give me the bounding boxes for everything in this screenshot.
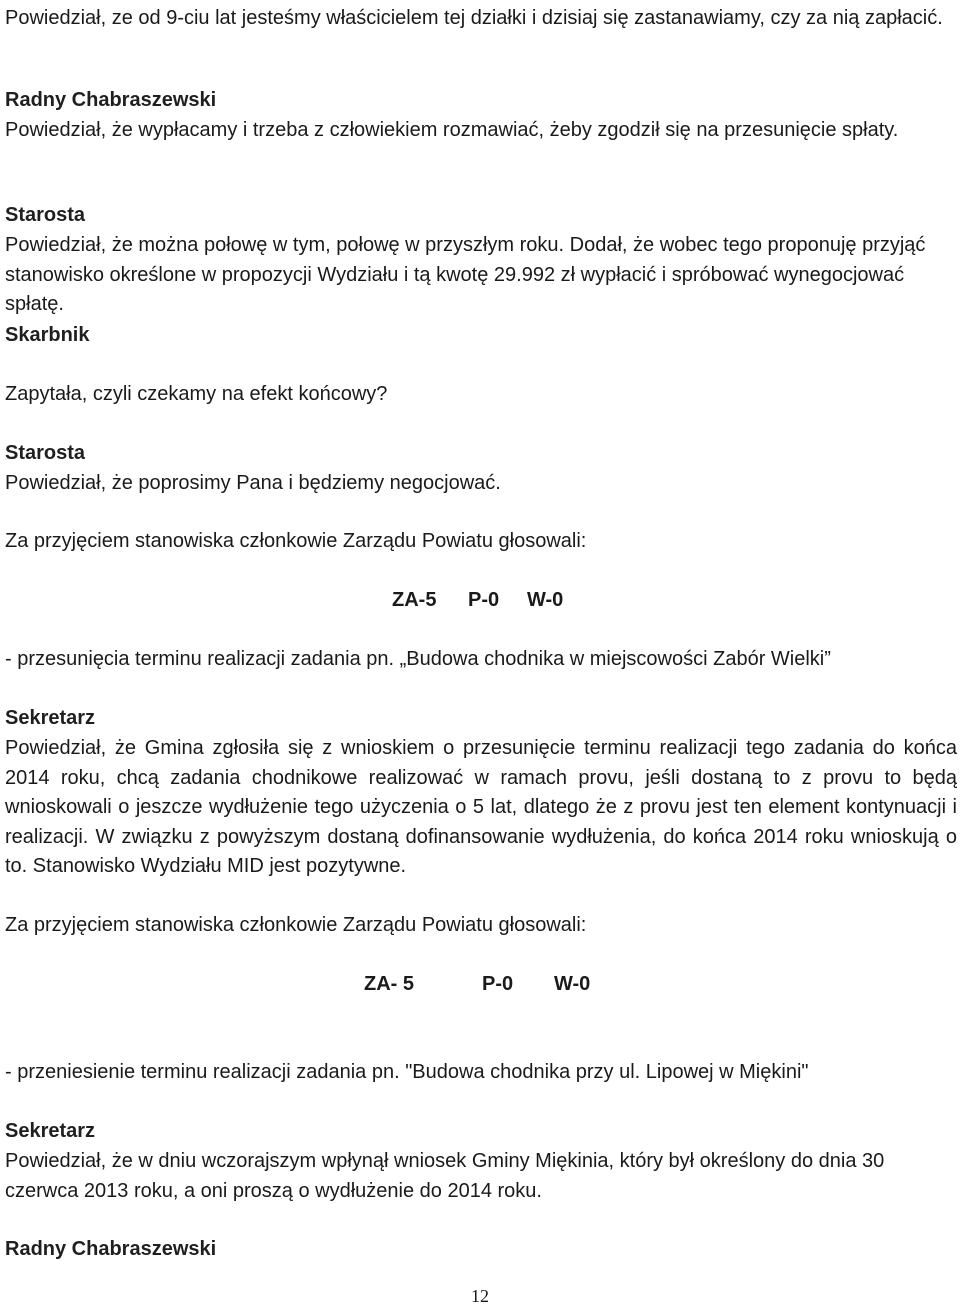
vote-abstain: W-0	[527, 589, 564, 611]
paragraph: Powiedział, że w dniu wczorajszym wpłynął wniosek Gminy Miękinia, który był określony do dnia 30 czerwca 2013 roku, a oni proszą o wydłużenie do 2014 roku.	[5, 1150, 885, 1202]
speaker-name: Sekretarz	[5, 707, 96, 729]
speaker-name: Radny Chabraszewski	[5, 1238, 217, 1260]
speaker-name: Starosta	[5, 442, 86, 464]
vote-for: ZA- 5	[364, 973, 414, 995]
paragraph: Powiedział, ze od 9-ciu lat jesteśmy właścicielem tej działki i dzisiaj się zastanawiamy, czy za nią zapłacić.	[5, 7, 943, 29]
speaker-name: Starosta	[5, 204, 86, 226]
vote-intro: Za przyjęciem stanowiska członkowie Zarządu Powiatu głosowali:	[5, 530, 587, 552]
speaker-name: Radny Chabraszewski	[5, 89, 217, 111]
speaker-name: Sekretarz	[5, 1120, 96, 1142]
page-number: 12	[471, 1286, 489, 1306]
paragraph: Powiedział, że Gmina zgłosiła się z wnioskiem o przesunięcie terminu realizacji tego zadania do końca 2014 roku, chcą zadania chodnikowe realizować w ramach provu, jeśli dostaną to z provu to będą wnioskowali o jeszcze wydłużenie tego użyczenia o 5 lat, dlatego że z provu jest ten element kontynuacji i realizacji. W związku z powyższym dostaną dofinansowanie wydłużenia, do końca 2014 roku wnioskują o to. Stanowisko Wydziału MID jest pozytywne.	[5, 737, 957, 877]
vote-against: P-0	[482, 973, 514, 995]
paragraph: Zapytała, czyli czekamy na efekt końcowy?	[5, 383, 388, 405]
vote-against: P-0	[468, 589, 500, 611]
vote-for: ZA-5	[392, 589, 437, 611]
vote-intro: Za przyjęciem stanowiska członkowie Zarządu Powiatu głosowali:	[5, 914, 587, 936]
agenda-item: - przesunięcia terminu realizacji zadania pn. „Budowa chodnika w miejscowości Zabór Wielki”	[5, 648, 831, 670]
paragraph: Powiedział, że wypłacamy i trzeba z człowiekiem rozmawiać, żeby zgodził się na przesunięcie spłaty.	[5, 119, 899, 141]
speaker-name: Skarbnik	[5, 324, 90, 346]
paragraph: Powiedział, że poprosimy Pana i będziemy negocjować.	[5, 472, 501, 494]
vote-abstain: W-0	[554, 973, 591, 995]
paragraph: Powiedział, że można połowę w tym, połowę w przyszłym roku. Dodał, że wobec tego proponuję przyjąć stanowisko określone w propozycji Wydziału i tą kwotę 29.992 zł wypłacić i spróbować wynegocjować spłatę.	[5, 234, 926, 315]
agenda-item: - przeniesienie terminu realizacji zadania pn. "Budowa chodnika przy ul. Lipowej w Miękini"	[5, 1061, 809, 1083]
